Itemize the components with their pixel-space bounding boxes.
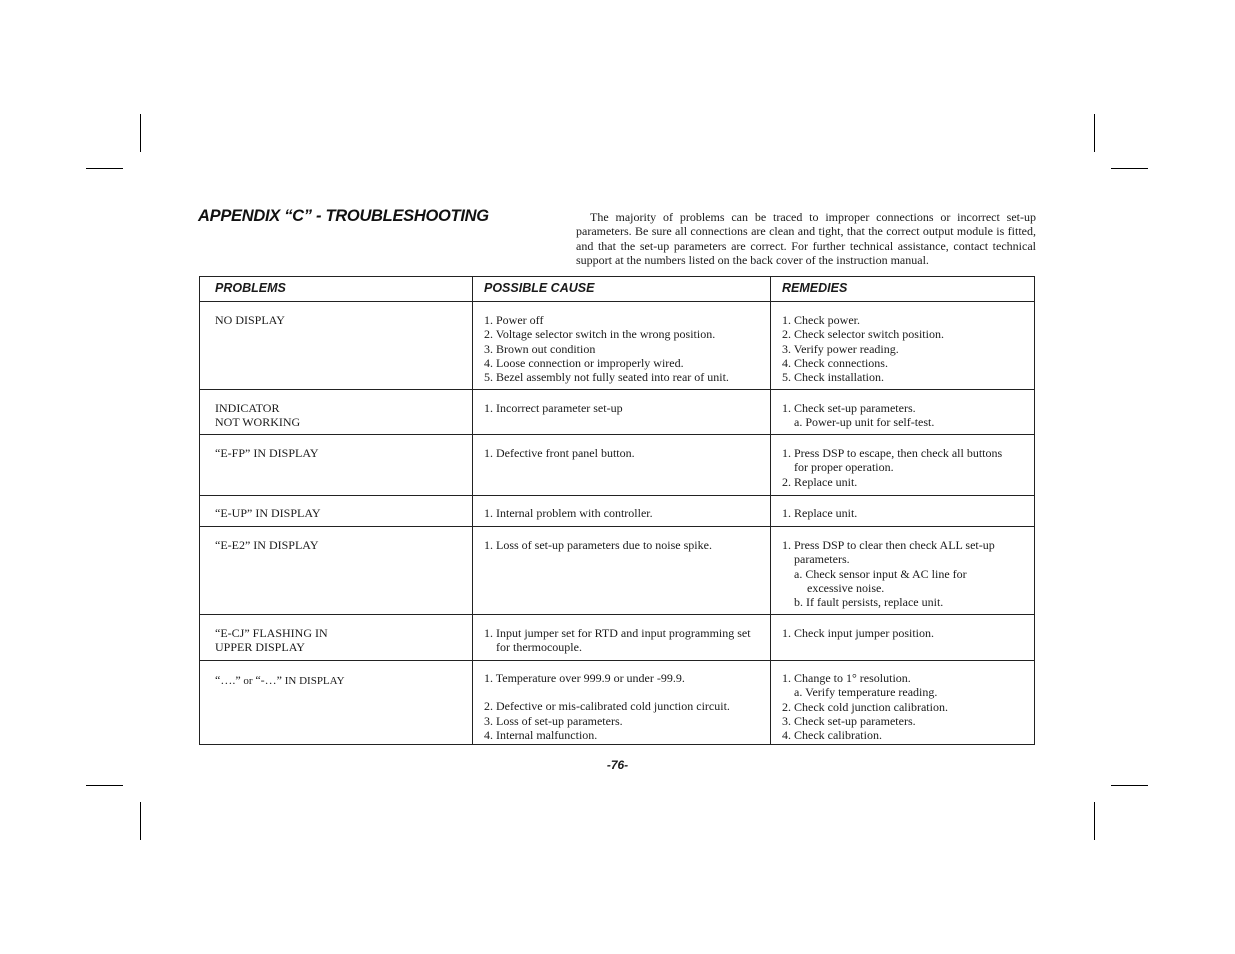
cause-item: 2. Defective or mis-calibrated cold junction circuit. (484, 699, 730, 714)
remedy-subitem: b. If fault persists, replace unit. (794, 595, 944, 610)
problem-cell (200, 496, 473, 526)
crop-mark (86, 168, 123, 169)
crop-mark (1111, 168, 1148, 169)
column-header-problems: PROBLEMS (200, 277, 473, 301)
problem-cell (200, 302, 473, 389)
crop-mark (86, 785, 123, 786)
table-row (200, 435, 1034, 496)
cause-item: 3. Loss of set-up parameters. (484, 713, 623, 728)
cause-cell (473, 661, 771, 744)
remedy-item: 1. Check set-up parameters. (782, 401, 916, 415)
table-row (200, 496, 1034, 527)
problem-text: UPPER DISPLAY (215, 640, 305, 655)
cause-cell (473, 496, 771, 526)
column-header-remedies: REMEDIES (782, 281, 848, 295)
remedy-cell (771, 615, 1036, 660)
remedy-item: 3. Check set-up parameters. (782, 713, 916, 728)
problem-text-part: IN DISPLAY (281, 675, 345, 687)
problem-cell (200, 615, 473, 660)
remedy-item: 3. Verify power reading. (782, 341, 899, 356)
problem-text-part: or (240, 675, 256, 687)
cause-item: 1. Input jumper set for RTD and input programming set (484, 626, 751, 640)
problem-text (215, 673, 472, 688)
remedy-item: 5. Check installation. (782, 370, 884, 385)
remedy-item: 1. Press DSP to clear then check ALL set-up (782, 538, 995, 552)
cause-spacer (484, 685, 770, 699)
remedy-item: 1. Press DSP to escape, then check all buttons (782, 446, 1003, 460)
table-row (200, 390, 1034, 435)
remedy-subitem: a. Check sensor input & AC line for (794, 566, 967, 581)
crop-mark (1094, 802, 1095, 840)
problem-cell (200, 435, 473, 495)
cause-item: 1. Power off (484, 313, 544, 327)
cause-item: 1. Temperature over 999.9 or under -99.9. (484, 671, 685, 685)
crop-mark (1111, 785, 1148, 786)
cause-cell (473, 527, 771, 614)
remedy-cell (771, 302, 1036, 389)
remedy-cell (771, 527, 1036, 614)
cause-item: 4. Loose connection or improperly wired. (484, 355, 684, 370)
problem-text: NOT WORKING (215, 415, 301, 430)
table-row (200, 661, 1034, 744)
troubleshooting-table (199, 276, 1035, 745)
remedy-continuation: excessive noise. (807, 580, 885, 595)
problem-cell (200, 661, 473, 744)
page-title: APPENDIX “C” - TROUBLESHOOTING (198, 207, 489, 225)
cause-item: 2. Voltage selector switch in the wrong position. (484, 327, 716, 342)
table-row (200, 615, 1034, 661)
cause-cell (473, 390, 771, 434)
cause-item: 5. Bezel assembly not fully seated into rear of unit. (484, 370, 729, 385)
cause-cell (473, 615, 771, 660)
problem-text: “E-UP” IN DISPLAY (215, 506, 321, 520)
remedy-item: 4. Check connections. (782, 355, 888, 370)
remedy-cell (771, 496, 1036, 526)
remedy-continuation: parameters. (794, 552, 850, 567)
cause-item: 4. Internal malfunction. (484, 727, 598, 742)
table-row (200, 527, 1034, 615)
problem-text: NO DISPLAY (215, 313, 285, 327)
problem-text: “E-FP” IN DISPLAY (215, 446, 319, 460)
problem-text: “E-E2” IN DISPLAY (215, 538, 319, 552)
crop-mark (140, 802, 141, 840)
cause-item: 3. Brown out condition (484, 341, 596, 356)
remedy-item: 2. Check selector switch position. (782, 327, 944, 342)
cause-cell (473, 435, 771, 495)
remedy-item: 2. Replace unit. (782, 474, 858, 489)
remedy-continuation: for proper operation. (794, 460, 894, 475)
table-row (200, 302, 1034, 390)
remedy-cell (771, 435, 1036, 495)
remedy-item: 1. Replace unit. (782, 506, 858, 520)
cause-cell (473, 302, 771, 389)
remedy-item: 1. Check power. (782, 313, 860, 327)
remedy-item: 2. Check cold junction calibration. (782, 699, 948, 714)
remedy-item: 1. Check input jumper position. (782, 626, 934, 640)
crop-mark (1094, 114, 1095, 152)
crop-mark (140, 114, 141, 152)
problem-text: “E-CJ” FLASHING IN (215, 626, 328, 640)
page-number: -76- (606, 758, 629, 772)
problem-text: INDICATOR (215, 401, 280, 415)
column-header-possible-cause: POSSIBLE CAUSE (473, 277, 771, 301)
problem-text-part: “-…” (255, 673, 282, 687)
remedy-cell (771, 390, 1036, 434)
problem-cell (200, 390, 473, 434)
table-header (200, 277, 1034, 302)
problem-text-part: “….” (215, 673, 241, 687)
remedy-item: 4. Check calibration. (782, 728, 882, 743)
cause-item: 1. Incorrect parameter set-up (484, 401, 623, 415)
remedy-subitem: a. Verify temperature reading. (794, 685, 938, 700)
cause-item: 1. Internal problem with controller. (484, 506, 653, 520)
remedy-subitem: a. Power-up unit for self-test. (794, 415, 935, 430)
remedy-item: 1. Change to 1° resolution. (782, 671, 911, 685)
remedy-cell (771, 661, 1036, 744)
problem-cell (200, 527, 473, 614)
cause-item: 1. Defective front panel button. (484, 446, 635, 460)
intro-paragraph: The majority of problems can be traced to improper connections or incorrect set-up parameters. Be sure all connections are clean and tight, that the correct output module is fitted, and that the set-up parameters are correct. For further technical assistance, contact technical support at the numbers listed on the back cover of the instruction manual. (576, 210, 1036, 267)
cause-item: 1. Loss of set-up parameters due to noise spike. (484, 538, 712, 552)
cause-continuation: for thermocouple. (496, 640, 582, 655)
